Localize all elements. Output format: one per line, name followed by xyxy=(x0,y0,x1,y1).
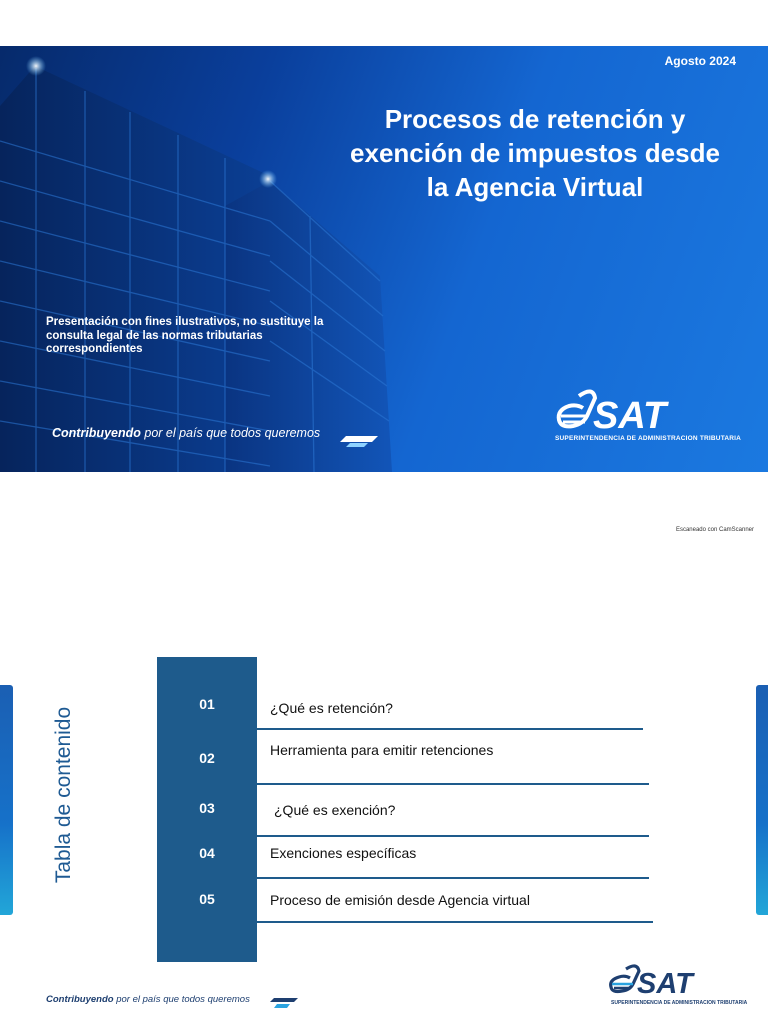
presentation-date: Agosto 2024 xyxy=(664,54,736,68)
toc-item[interactable] xyxy=(157,798,657,846)
toc-heading xyxy=(40,690,88,900)
cover-slide xyxy=(0,46,768,472)
sat-logo-text: SAT xyxy=(593,395,667,437)
tagline xyxy=(46,994,250,1005)
tagline-rest: por el país que todos queremos xyxy=(113,994,250,1005)
toc-item-number: 03 xyxy=(199,800,215,816)
right-decorative-strip xyxy=(756,685,768,915)
toc-item[interactable] xyxy=(157,888,657,936)
toc-item-label: Proceso de emisión desde Agencia virtual xyxy=(270,892,530,908)
toc-item-number: 01 xyxy=(199,696,215,712)
toc-item-label: ¿Qué es retención? xyxy=(270,700,393,716)
tagline-flag-icon xyxy=(338,434,378,448)
tagline-bold: Contribuyendo xyxy=(46,994,114,1005)
toc-heading-text: Tabla de contenido xyxy=(52,706,75,884)
tagline-rest: por el país que todos queremos xyxy=(140,426,321,440)
tagline xyxy=(52,426,320,440)
toc-item-number: 04 xyxy=(199,845,215,861)
toc-slide xyxy=(0,590,768,1024)
toc-item-label: Herramienta para emitir retenciones xyxy=(270,742,494,758)
toc-item-label: ¿Qué es exención? xyxy=(274,802,396,818)
toc-item[interactable] xyxy=(157,740,657,788)
toc-item[interactable] xyxy=(157,690,657,738)
cover-title: Procesos de retención y exención de impuestos desde la Agencia Virtual xyxy=(350,104,720,202)
left-decorative-strip xyxy=(0,685,13,915)
sat-logo-subtitle: SUPERINTENDENCIA DE ADMINISTRACION TRIBUTARIA xyxy=(555,435,742,442)
toc-item-label: Exenciones específicas xyxy=(270,845,417,861)
disclaimer-note: Presentación con fines ilustrativos, no sustituye la consulta legal de las normas tributarias correspondientes xyxy=(46,316,324,355)
tagline-flag-icon xyxy=(268,997,298,1009)
sat-logo-text: SAT xyxy=(637,968,693,1000)
scanner-watermark: Escaneado con CamScanner xyxy=(675,527,754,533)
tagline-bold: Contribuyendo xyxy=(52,426,141,440)
toc-item[interactable] xyxy=(157,843,657,891)
toc-item-number: 02 xyxy=(199,750,215,766)
sat-logo-subtitle: SUPERINTENDENCIA DE ADMINISTRACION TRIBUTARIA xyxy=(611,1000,748,1006)
toc-item-number: 05 xyxy=(199,891,215,907)
